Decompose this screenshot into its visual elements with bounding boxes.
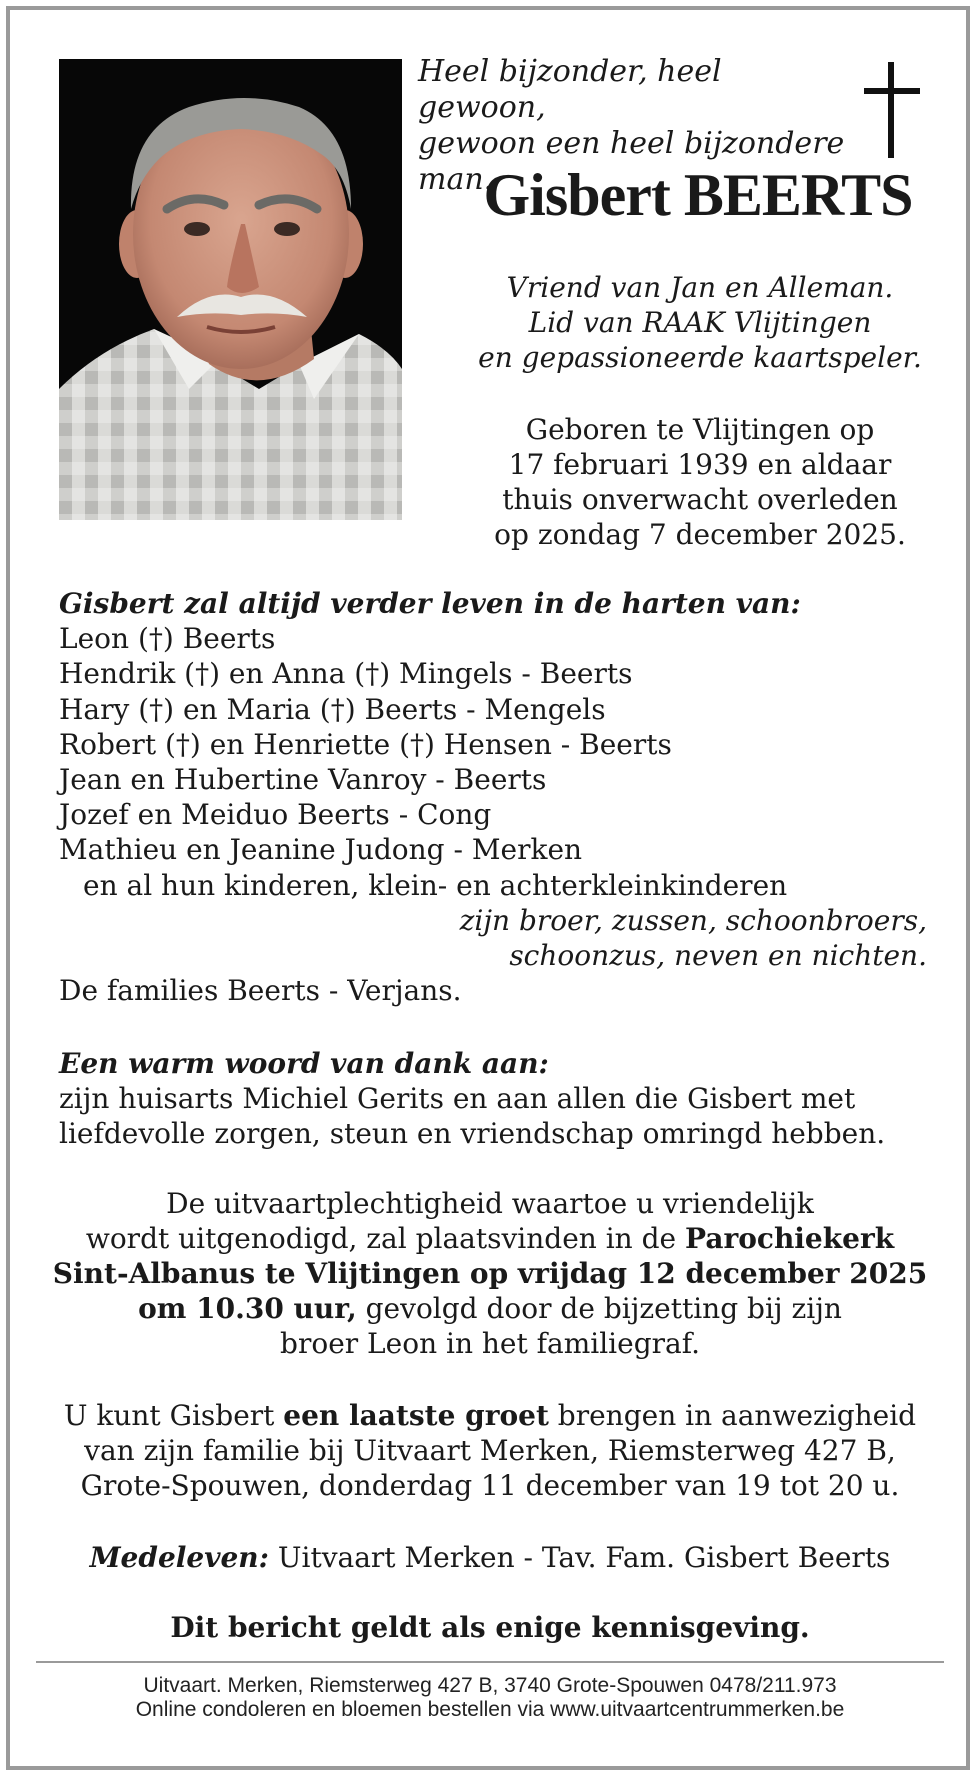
portrait-illustration <box>59 59 402 520</box>
footer-divider <box>36 1661 944 1663</box>
mourners-section <box>59 586 939 1008</box>
thanks-line-2: liefdevolle zorgen, steun en vriendschap omringd hebben. <box>59 1117 886 1150</box>
ceremony-line-2a: wordt uitgenodigd, zal plaatsvinden in de <box>85 1222 686 1255</box>
birth-death-line: op zondag 7 december 2025. <box>494 518 906 551</box>
mourners-children: en al hun kinderen, klein- en achterkleinkinderen <box>83 868 788 902</box>
deceased-name: Gisbert BEERTS <box>483 162 913 228</box>
mourner-name: Hary (†) en Maria (†) Beerts - Mengels <box>59 692 606 726</box>
ceremony-line-2 <box>40 1221 940 1256</box>
ceremony-location-date: Sint-Albanus te Vlijtingen op vrijdag 12 december 2025 <box>52 1257 928 1290</box>
visit-line-3: Grote-Spouwen, donderdag 11 december van 19 tot 20 u. <box>80 1469 900 1502</box>
footer-address: Uitvaart. Merken, Riemsterweg 427 B, 3740 Grote-Spouwen 0478/211.973 <box>143 1674 837 1697</box>
sole-notice: Dit bericht geldt als enige kennisgeving. <box>170 1611 810 1644</box>
portrait-photo <box>59 59 402 520</box>
condolences-label: Medeleven: <box>89 1541 269 1574</box>
mourners-families: De families Beerts - Verjans. <box>59 974 462 1008</box>
ceremony-line-4b: gevolgd door de bijzetting bij zijn <box>356 1292 842 1325</box>
mourner-name: Hendrik (†) en Anna (†) Mingels - Beerts <box>59 657 633 691</box>
description-line: en gepassioneerde kaartspeler. <box>478 341 922 374</box>
ceremony-line-4 <box>40 1291 940 1326</box>
visit-line-1 <box>40 1398 940 1433</box>
condolences-line <box>40 1540 940 1575</box>
birth-death-line: Geboren te Vlijtingen op <box>525 413 875 446</box>
birth-death-line: thuis onverwacht overleden <box>502 483 898 516</box>
thanks-lead: Een warm woord van dank aan: <box>59 1047 549 1080</box>
mourner-name: Jozef en Meiduo Beerts - Cong <box>59 798 492 832</box>
visit-line-2: van zijn familie bij Uitvaart Merken, Riemsterweg 427 B, <box>84 1434 896 1467</box>
ceremony-line-1: De uitvaartplechtigheid waartoe u vriendelijk <box>166 1187 814 1220</box>
ceremony-line-5: broer Leon in het familiegraf. <box>280 1327 700 1360</box>
funeral-home-footer <box>40 1674 940 1722</box>
mourners-relation-2: schoonzus, neven en nichten. <box>509 939 927 973</box>
ceremony-time: om 10.30 uur, <box>138 1292 357 1325</box>
birth-death-info <box>440 412 960 552</box>
condolences-text: Uitvaart Merken - Tav. Fam. Gisbert Beerts <box>269 1541 891 1574</box>
visit-line-1a: U kunt Gisbert <box>63 1399 284 1432</box>
birth-death-line: 17 februari 1939 en aldaar <box>508 448 892 481</box>
ceremony-line-3 <box>40 1256 940 1291</box>
mourner-name: Leon (†) Beerts <box>59 622 276 656</box>
thanks-line-1: zijn huisarts Michiel Gerits en aan allen die Gisbert met <box>59 1082 856 1115</box>
mourners-lead: Gisbert zal altijd verder leven in de harten van: <box>59 587 801 620</box>
mourner-name: Jean en Hubertine Vanroy - Beerts <box>59 763 547 797</box>
thanks-section <box>59 1046 939 1151</box>
description-line: Lid van RAAK Vlijtingen <box>528 306 872 339</box>
quote-line-2: gewoon een heel bijzondere man. <box>418 126 845 197</box>
footer-website: Online condoleren en bloemen bestellen via www.uitvaartcentrummerken.be <box>135 1698 845 1721</box>
description-line: Vriend van Jan en Alleman. <box>506 271 894 304</box>
visitation-section <box>40 1398 940 1503</box>
visit-line-1c: brengen in aanwezigheid <box>548 1399 917 1432</box>
quote-line-1: Heel bijzonder, heel gewoon, <box>418 54 722 125</box>
mourner-name: Mathieu en Jeanine Judong - Merken <box>59 833 583 867</box>
cross-icon <box>864 62 920 158</box>
mourners-relation-1: zijn broer, zussen, schoonbroers, <box>459 903 927 937</box>
mourner-name: Robert (†) en Henriette (†) Hensen - Beerts <box>59 727 672 761</box>
visit-last-greeting: een laatste groet <box>283 1399 549 1432</box>
ceremony-church: Parochiekerk <box>685 1222 895 1255</box>
description <box>440 270 960 375</box>
ceremony-section <box>40 1186 940 1361</box>
